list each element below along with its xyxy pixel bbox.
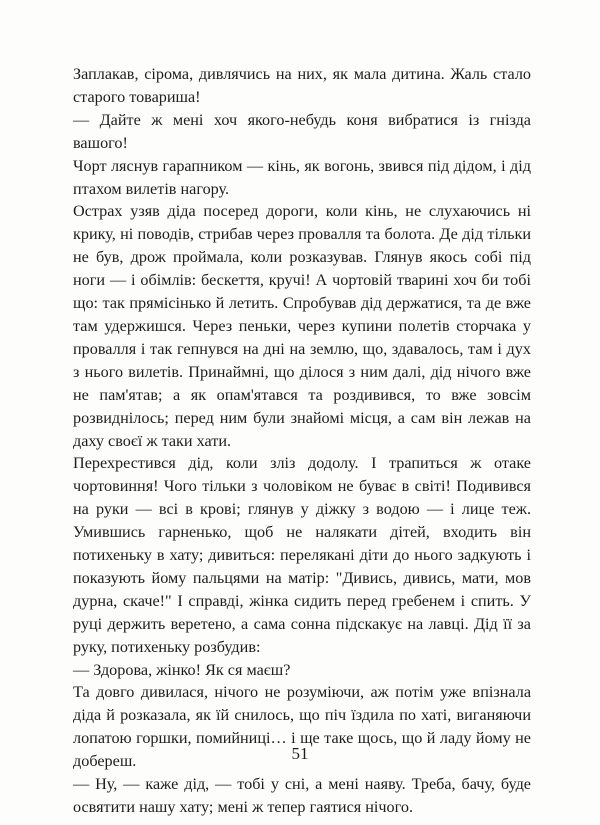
paragraph: Заплакав, сірома, дивлячись на них, як мала дитина. Жаль стало старого товариша! — [73, 65, 531, 106]
paragraph: — Здорова, жінко! Як ся маєш? — [73, 660, 291, 679]
paragraph: — Ну, — каже дід, — тобі у сні, а мені наяву. Треба, бачу, буде освятити нашу хату; мені ж тепер гаятися нічого. — [73, 775, 531, 816]
paragraph: Острах узяв діда посеред дороги, коли кінь, не слухаючись ні крику, ні поводів, стрибав через провалля та болота. Де дід тільки не був, дрож проймала, коли розказував. Глянув якось собі під ноги — і обімлів: бескеття, кручі! А чортовій тварині хоч би тобі що: так прямісінько й летить. Спробував дід держатися, та де вже там удержишся. Через пеньки, через купини полетів сторчака у провалля і так гепнувся на дні на землю, що, здавалось, там і дух з нього вилетів. Принаймні, що ділося з ним далі, дід нічого вже не пам'ятав; а як опам'ятався та роздивився, то вже зовсім розвиднілось; перед ним були знайомі місця, а сам він лежав на даху своєї ж таки хати. — [73, 202, 531, 450]
paragraph: — Дайте ж мені хоч якого-небудь коня вибратися із гнізда вашого! — [73, 110, 531, 152]
page-number: 51 — [291, 744, 309, 763]
paragraph: Чорт ляснув гарапником — кінь, як вогонь, звився під дідом, і дід птахом вилетів нагору. — [73, 156, 531, 198]
body-text — [73, 63, 531, 819]
paragraph: Перехрестився дід, коли зліз додолу. І трапиться ж отаке чортовиння! Чого тільки з чоловіком не буває в світі! Подивився на руки — всі в крові; глянув у діжку з водою — і лице теж. Умившись гарненько, щоб не налякати дітей, входить він потихеньку в хату; дивиться: перелякані діти до нього задкують і показують йому пальцями на матір: "Дивись, дивись, мати, мов дурна, скаче!" І справді, жінка сидить перед гребенем і спить. У руці держить веретено, а сама сонна підскакує на лавці. Дід її за руку, потихеньку розбудив: — [73, 454, 531, 656]
paragraph: Та довго дивилася, нічого не розуміючи, аж потім уже впізнала діда й розказала, як їй снилось, що піч їздила по хаті, виганяючи лопатою горшки, помийниці… і ще таке щось, що й ладу йому не добереш. — [73, 683, 531, 771]
